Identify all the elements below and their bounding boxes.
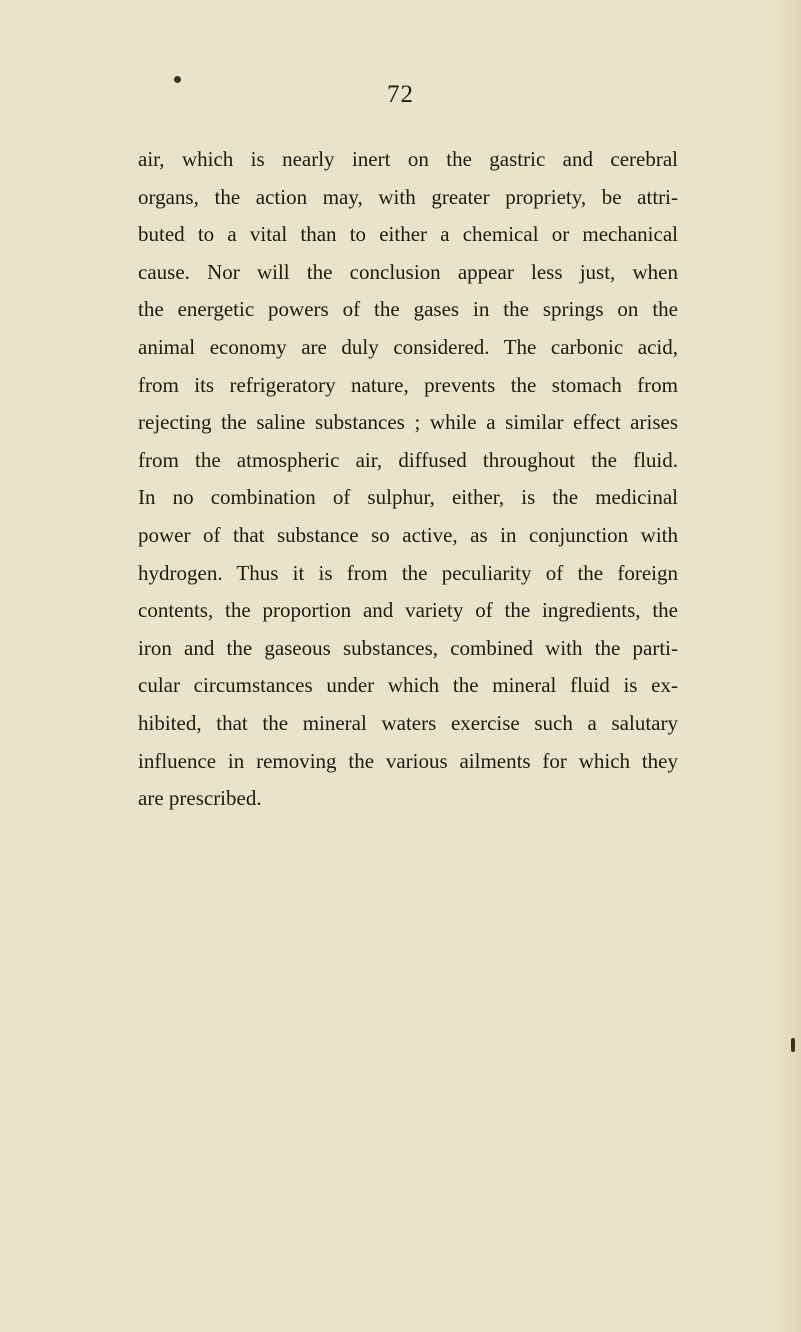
text-line: are prescribed. [138,786,262,811]
text-line: cular circumstances under which the mineral fluid is ex- [138,673,678,698]
page-number: 72 [387,81,414,108]
text-line: animal economy are duly considered. The carbonic acid, [138,334,678,359]
text-line: rejecting the saline substances ; while a similar effect arises [138,410,678,435]
text-line: organs, the action may, with greater propriety, be attri- [138,184,678,209]
page-edge-shading [771,0,801,1332]
text-line: In no combination of sulphur, either, is the medicinal [138,485,678,510]
ink-speck [791,1038,795,1052]
text-line: from its refrigeratory nature, prevents the stomach from [138,372,678,397]
text-line: cause. Nor will the conclusion appear less just, when [138,259,678,284]
text-line: influence in removing the various ailments for which they [138,748,678,773]
text-line: hibited, that the mineral waters exercise such a salutary [138,710,678,735]
text-line: from the atmospheric air, diffused throughout the fluid. [138,447,678,472]
text-line: the energetic powers of the gases in the springs on the [138,297,678,322]
text-line: iron and the gaseous substances, combined with the parti- [138,635,678,660]
text-line: buted to a vital than to either a chemical or mechanical [138,222,678,247]
text-line: power of that substance so active, as in conjunction with [138,522,678,547]
text-line: hydrogen. Thus it is from the peculiarity of the foreign [138,560,678,585]
body-paragraph [138,141,678,818]
text-line: contents, the proportion and variety of the ingredients, the [138,598,678,623]
text-line: air, which is nearly inert on the gastric and cerebral [138,147,678,171]
